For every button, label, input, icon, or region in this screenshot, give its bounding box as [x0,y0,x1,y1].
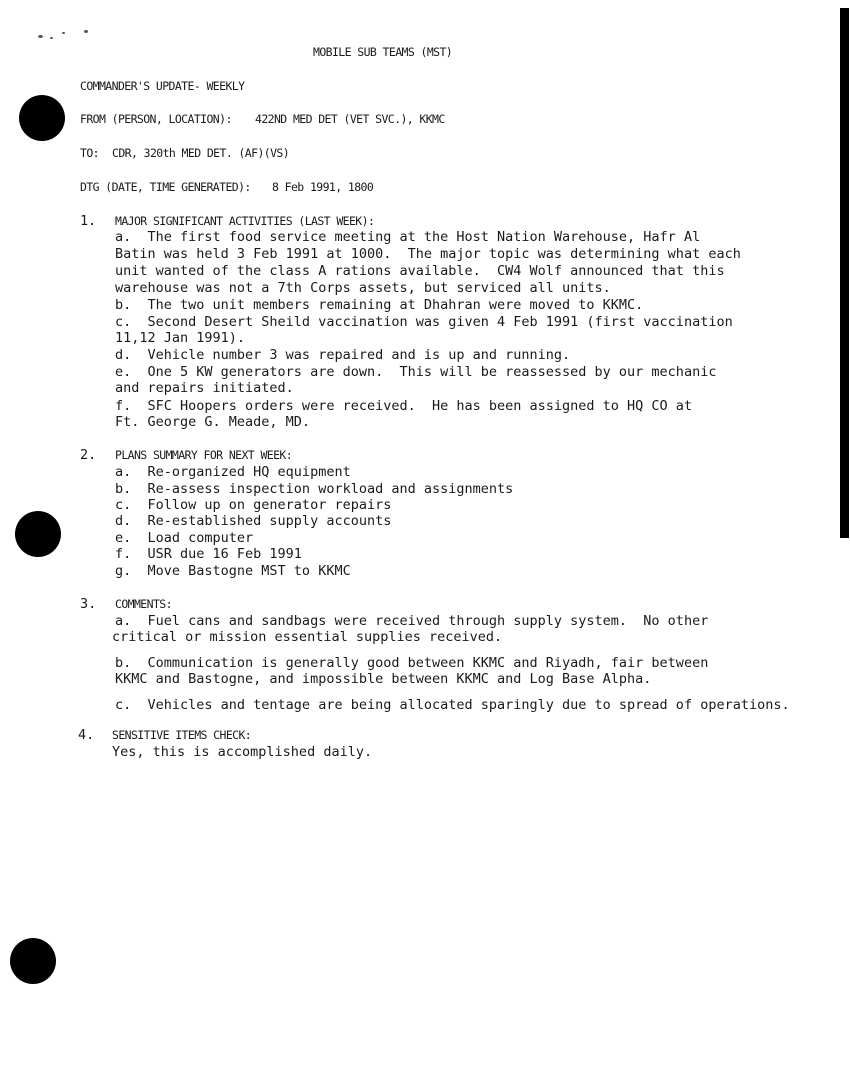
punch-hole-middle [15,511,61,557]
from-label: FROM (PERSON, LOCATION): [80,112,232,126]
section-4-heading: SENSITIVE ITEMS CHECK: [112,728,252,742]
section-1-line: unit wanted of the class A rations available. CW4 Wolf announced that this [115,263,725,279]
section-1-number: 1. [80,213,97,229]
from-value: 422ND MED DET (VET SVC.), KKMC [255,112,445,126]
section-1-line: b. The two unit members remaining at Dhahran were moved to KKMC. [115,297,644,313]
section-1-line: a. The first food service meeting at the Host Nation Warehouse, Hafr Al [115,229,701,245]
document-title: MOBILE SUB TEAMS (MST) [313,45,453,59]
section-1-line: Batin was held 3 Feb 1991 at 1000. The major topic was determining what each [115,246,741,262]
scan-speck [84,30,88,33]
section-3-line: KKMC and Bastogne, and impossible between KKMC and Log Base Alpha. [115,671,652,687]
punch-hole-top [19,95,65,141]
scan-speck [38,35,43,38]
section-1-line: and repairs initiated. [115,380,294,396]
section-1-line: e. One 5 KW generators are down. This will be reassessed by our mechanic [115,364,717,380]
section-2-line: e. Load computer [115,530,254,546]
punch-hole-bottom [10,938,56,984]
section-2-line: d. Re-established supply accounts [115,513,392,529]
section-2-line: a. Re-organized HQ equipment [115,464,351,480]
to-value: CDR, 320th MED DET. (AF)(VS) [112,146,290,160]
section-1-line: 11,12 Jan 1991). [115,330,246,346]
section-2-line: f. USR due 16 Feb 1991 [115,546,302,562]
section-1-heading: MAJOR SIGNIFICANT ACTIVITIES (LAST WEEK): [115,214,375,228]
section-4-number: 4. [78,727,95,743]
section-3-line: a. Fuel cans and sandbags were received through supply system. No other [115,613,709,629]
to-label: TO: [80,146,99,160]
section-2-heading: PLANS SUMMARY FOR NEXT WEEK: [115,448,293,462]
scan-speck [62,32,65,34]
scan-speck [50,37,53,39]
section-1-line: warehouse was not a 7th Corps assets, but serviced all units. [115,280,611,296]
section-2-line: g. Move Bastogne MST to KKMC [115,563,351,579]
section-2-number: 2. [80,447,97,463]
dtg-label: DTG (DATE, TIME GENERATED): [80,180,251,194]
section-3-heading: COMMENTS: [115,597,172,611]
dtg-value: 8 Feb 1991, 1800 [272,180,374,194]
section-1-line: f. SFC Hoopers orders were received. He has been assigned to HQ CO at [115,398,693,414]
section-2-line: c. Follow up on generator repairs [115,497,392,513]
section-2-line: b. Re-assess inspection workload and assignments [115,481,514,497]
section-1-line: Ft. George G. Meade, MD. [115,414,311,430]
scan-edge-bar [840,8,849,538]
section-3-number: 3. [80,596,97,612]
section-4-line: Yes, this is accomplished daily. [112,744,373,760]
section-3-line: b. Communication is generally good between KKMC and Riyadh, fair between [115,655,709,671]
section-1-line: d. Vehicle number 3 was repaired and is up and running. [115,347,571,363]
section-3-line: critical or mission essential supplies received. [112,629,503,645]
section-1-line: c. Second Desert Sheild vaccination was given 4 Feb 1991 (first vaccination [115,314,733,330]
document-subtitle: COMMANDER'S UPDATE- WEEKLY [80,79,245,93]
section-3-line: c. Vehicles and tentage are being allocated sparingly due to spread of operations. [115,697,790,713]
